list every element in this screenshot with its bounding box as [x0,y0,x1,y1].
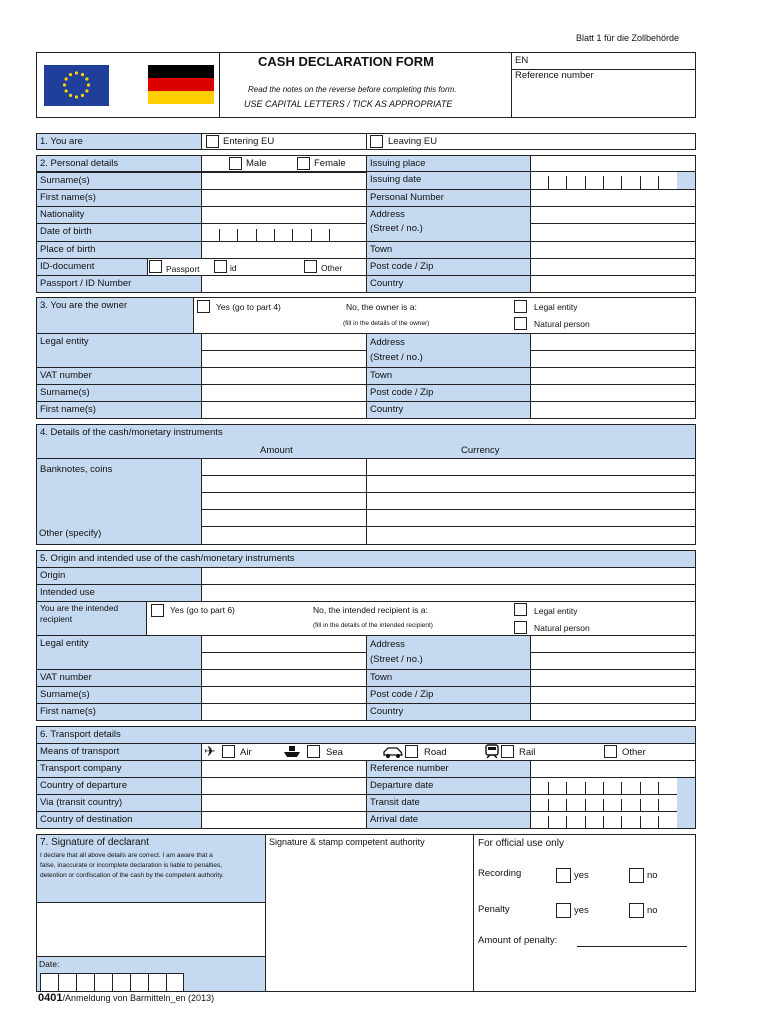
s7-title: 7. Signature of declarant [40,837,149,848]
owner-address-text: Address [370,337,405,348]
ship-icon [283,745,301,759]
germany-flag-icon [148,65,214,104]
recipient-country-label: Country [366,703,531,721]
origin-label: Origin [36,567,202,585]
recipient-postcode-field[interactable] [530,686,696,704]
recipient-surname-field[interactable] [201,686,367,704]
air-checkbox[interactable] [222,745,235,758]
recipient-first-name-label: First name(s) [36,703,202,721]
nationality-label: Nationality [36,206,202,224]
currency-row-2[interactable] [366,475,696,493]
recipient-yes-label: Yes (go to part 6) [170,605,235,615]
transport-reference-label: Reference number [366,760,531,778]
recipient-natural-person-checkbox[interactable] [514,621,527,634]
owner-street-text: (Street / no.) [370,352,423,363]
penalty-no-label: no [647,905,658,916]
owner-surname-field[interactable] [201,384,367,402]
currency-row-5[interactable] [366,526,696,545]
currency-header: Currency [461,445,500,456]
pob-label: Place of birth [36,241,202,259]
owner-natural-person-label: Natural person [534,319,590,329]
currency-row-4[interactable] [366,509,696,527]
rail-label: Rail [519,747,536,758]
recipient-country-field[interactable] [530,703,696,721]
male-checkbox[interactable] [229,157,242,170]
s6-title: 6. Transport details [36,726,696,744]
penalty-label: Penalty [478,904,510,915]
amount-row-1[interactable] [201,458,367,476]
other-transport-label: Other [622,747,646,758]
road-checkbox[interactable] [405,745,418,758]
transit-date-label: Transit date [366,794,531,812]
signature-area[interactable] [37,903,265,956]
first-name-field[interactable] [201,189,367,207]
leaving-eu-checkbox[interactable] [370,135,383,148]
air-label: Air [240,747,252,758]
town-field-2[interactable] [530,241,696,259]
official-use-label: For official use only [478,838,564,849]
departure-date-field[interactable] [530,777,696,795]
s5-title: 5. Origin and intended use of the cash/monetary instruments [36,550,696,568]
country-field-2[interactable] [530,275,696,293]
via-field[interactable] [201,794,367,812]
declaration-line-3: detention or confiscation of the cash by the competent authority. [40,872,224,879]
address-label-2 [366,206,531,242]
address-field-1[interactable] [530,206,696,224]
recording-yes-checkbox[interactable] [556,868,571,883]
nationality-field[interactable] [201,206,367,224]
footer-code: 0401 [38,992,63,1004]
owner-le-label: Legal entity [36,333,202,368]
eu-flag-icon [44,65,109,106]
owner-town-label: Town [366,367,531,385]
owner-yes-label: Yes (go to part 4) [216,302,281,312]
other-doc-checkbox[interactable] [304,260,317,273]
owner-vat-field[interactable] [201,367,367,385]
penalty-yes-label: yes [574,905,589,916]
recipient-le-field-2[interactable] [201,652,367,670]
amount-penalty-field[interactable] [577,946,687,947]
owner-address-field-1[interactable] [530,333,696,351]
stamp-area[interactable] [266,850,473,991]
owner-country-field[interactable] [530,401,696,419]
passport-id-field[interactable] [201,275,367,293]
address-field-2[interactable] [530,223,696,242]
address-text: Address [370,209,405,220]
intended-use-field[interactable] [201,584,696,602]
departure-date-label: Departure date [366,777,531,795]
passport-checkbox[interactable] [149,260,162,273]
id-checkbox[interactable] [214,260,227,273]
other-doc-label: Other [321,263,343,273]
issuing-place-field[interactable] [530,155,696,172]
dob-label: Date of birth [36,223,202,242]
s4-header [36,424,696,459]
reference-label: Reference number [515,70,594,81]
amount-penalty-label: Amount of penalty: [478,935,558,946]
owner-first-name-label: First name(s) [36,401,202,419]
owner-le-field-2[interactable] [201,350,367,368]
recipient-first-name-field[interactable] [201,703,367,721]
penalty-no-checkbox[interactable] [629,903,644,918]
town-label-2: Town [366,241,531,259]
departure-country-field[interactable] [201,777,367,795]
recipient-surname-label: Surname(s) [36,686,202,704]
destination-field[interactable] [201,811,367,829]
owner-fill-note: (fill in the details of the owner) [343,320,430,327]
recipient-fill-note: (fill in the details of the intended recipient) [313,622,433,629]
lang-code: EN [515,55,529,66]
recipient-le-field-1[interactable] [201,635,367,653]
rail-checkbox[interactable] [501,745,514,758]
amount-row-4[interactable] [201,509,367,527]
postcode-label-2: Post code / Zip [366,258,531,276]
recipient-yes-checkbox[interactable] [151,604,164,617]
personal-number-label: Personal Number [366,189,531,207]
transport-reference-field[interactable] [530,760,696,778]
issuing-date-label: Issuing date [366,171,531,190]
recipient-address-text: Address [370,639,405,650]
arrival-date-field[interactable] [530,811,696,829]
recipient-label: You are the intended recipient [36,601,147,636]
banknotes-text: Banknotes, coins [40,464,113,475]
s2-title: 2. Personal details [36,155,202,172]
declaration-line-1: I declare that all above details are correct. I am aware that a [40,852,213,859]
amount-row-3[interactable] [201,492,367,510]
departure-country-label: Country of departure [36,777,202,795]
recipient-address-label [366,635,531,670]
owner-country-label: Country [366,401,531,419]
issuing-date-field[interactable] [530,171,696,190]
form-title: CASH DECLARATION FORM [258,54,434,69]
car-icon [382,745,404,759]
s1-title: 1. You are [36,133,202,150]
owner-first-name-field[interactable] [201,401,367,419]
footer-text: /Anmeldung von Barmitteln_en (2013) [62,993,215,1003]
passport-label: Passport [166,264,200,274]
owner-natural-person-checkbox[interactable] [514,317,527,330]
female-checkbox[interactable] [297,157,310,170]
recipient-legal-entity-checkbox[interactable] [514,603,527,616]
owner-legal-entity-checkbox[interactable] [514,300,527,313]
top-note: Blatt 1 für die Zollbehörde [576,33,680,43]
recipient-street-text: (Street / no.) [370,654,423,665]
date-label: Date: [39,959,60,969]
owner-legal-entity-label: Legal entity [534,302,578,312]
sea-checkbox[interactable] [307,745,320,758]
surname-label: Surname(s) [36,172,202,190]
via-label: Via (transit country) [36,794,202,812]
recipient-address-field-1[interactable] [530,635,696,653]
company-field[interactable] [201,760,367,778]
amount-header: Amount [260,445,293,456]
recipient-town-label: Town [366,669,531,687]
penalty-yes-checkbox[interactable] [556,903,571,918]
currency-row-3[interactable] [366,492,696,510]
recipient-no-label: No, the intended recipient is a: [313,605,428,615]
surname-field[interactable] [201,172,367,190]
entering-eu-checkbox[interactable] [206,135,219,148]
other-transport-checkbox[interactable] [604,745,617,758]
origin-field[interactable] [201,567,696,585]
owner-address-label [366,333,531,368]
recipient-natural-person-label: Natural person [534,623,590,633]
means-label: Means of transport [36,743,202,761]
issuing-place-label: Issuing place [366,155,531,172]
intended-use-label: Intended use [36,584,202,602]
male-label: Male [246,158,267,169]
recipient-vat-field[interactable] [201,669,367,687]
postcode-field-2[interactable] [530,258,696,276]
airplane-icon: ✈ [204,743,216,759]
caps-line: USE CAPITAL LETTERS / TICK AS APPROPRIATE [244,99,453,109]
id-doc-label: ID-document [36,258,202,276]
company-label: Transport company [36,760,202,778]
street-text: (Street / no.) [370,223,423,234]
passport-id-label: Passport / ID Number [36,275,202,293]
recording-yes-label: yes [574,870,589,881]
destination-label: Country of destination [36,811,202,829]
owner-le-field-1[interactable] [201,333,367,351]
s3-title: 3. You are the owner [36,297,194,334]
declaration-line-2: false, inaccurate or incomplete declaration is liable to penalties, [40,862,223,869]
amount-row-2[interactable] [201,475,367,493]
female-label: Female [314,158,346,169]
arrival-date-label: Arrival date [366,811,531,829]
s4-title: 4. Details of the cash/monetary instruments [40,427,223,438]
recipient-postcode-label: Post code / Zip [366,686,531,704]
country-label-2: Country [366,275,531,293]
owner-vat-label: VAT number [36,367,202,385]
road-label: Road [424,747,447,758]
currency-row-1[interactable] [366,458,696,476]
recipient-vat-label: VAT number [36,669,202,687]
leaving-eu-label: Leaving EU [388,136,438,147]
owner-postcode-field[interactable] [530,384,696,402]
train-icon [484,744,500,759]
recording-no-label: no [647,870,658,881]
dob-field[interactable] [201,223,367,242]
entering-eu-label: Entering EU [223,136,275,147]
recording-label: Recording [478,868,522,879]
owner-no-label: No, the owner is a: [346,302,417,312]
pob-field[interactable] [201,241,367,259]
recipient-address-field-2[interactable] [530,652,696,670]
sea-label: Sea [326,747,343,758]
other-specify-label: Other (specify) [39,528,102,539]
first-name-label: First name(s) [36,189,202,207]
owner-yes-checkbox[interactable] [197,300,210,313]
amount-row-5[interactable] [201,526,367,545]
stamp-label: Signature & stamp competent authority [269,837,425,847]
personal-number-field[interactable] [530,189,696,207]
footer [38,992,214,1005]
recipient-legal-entity-label: Legal entity [534,606,578,616]
recipient-town-field[interactable] [530,669,696,687]
id-label: id [230,263,237,273]
recording-no-checkbox[interactable] [629,868,644,883]
transit-date-field[interactable] [530,794,696,812]
owner-address-field-2[interactable] [530,350,696,368]
owner-postcode-label: Post code / Zip [366,384,531,402]
notes-line: Read the notes on the reverse before completing this form. [248,85,457,94]
recipient-le-label: Legal entity [36,635,202,670]
owner-surname-label: Surname(s) [36,384,202,402]
owner-town-field[interactable] [530,367,696,385]
